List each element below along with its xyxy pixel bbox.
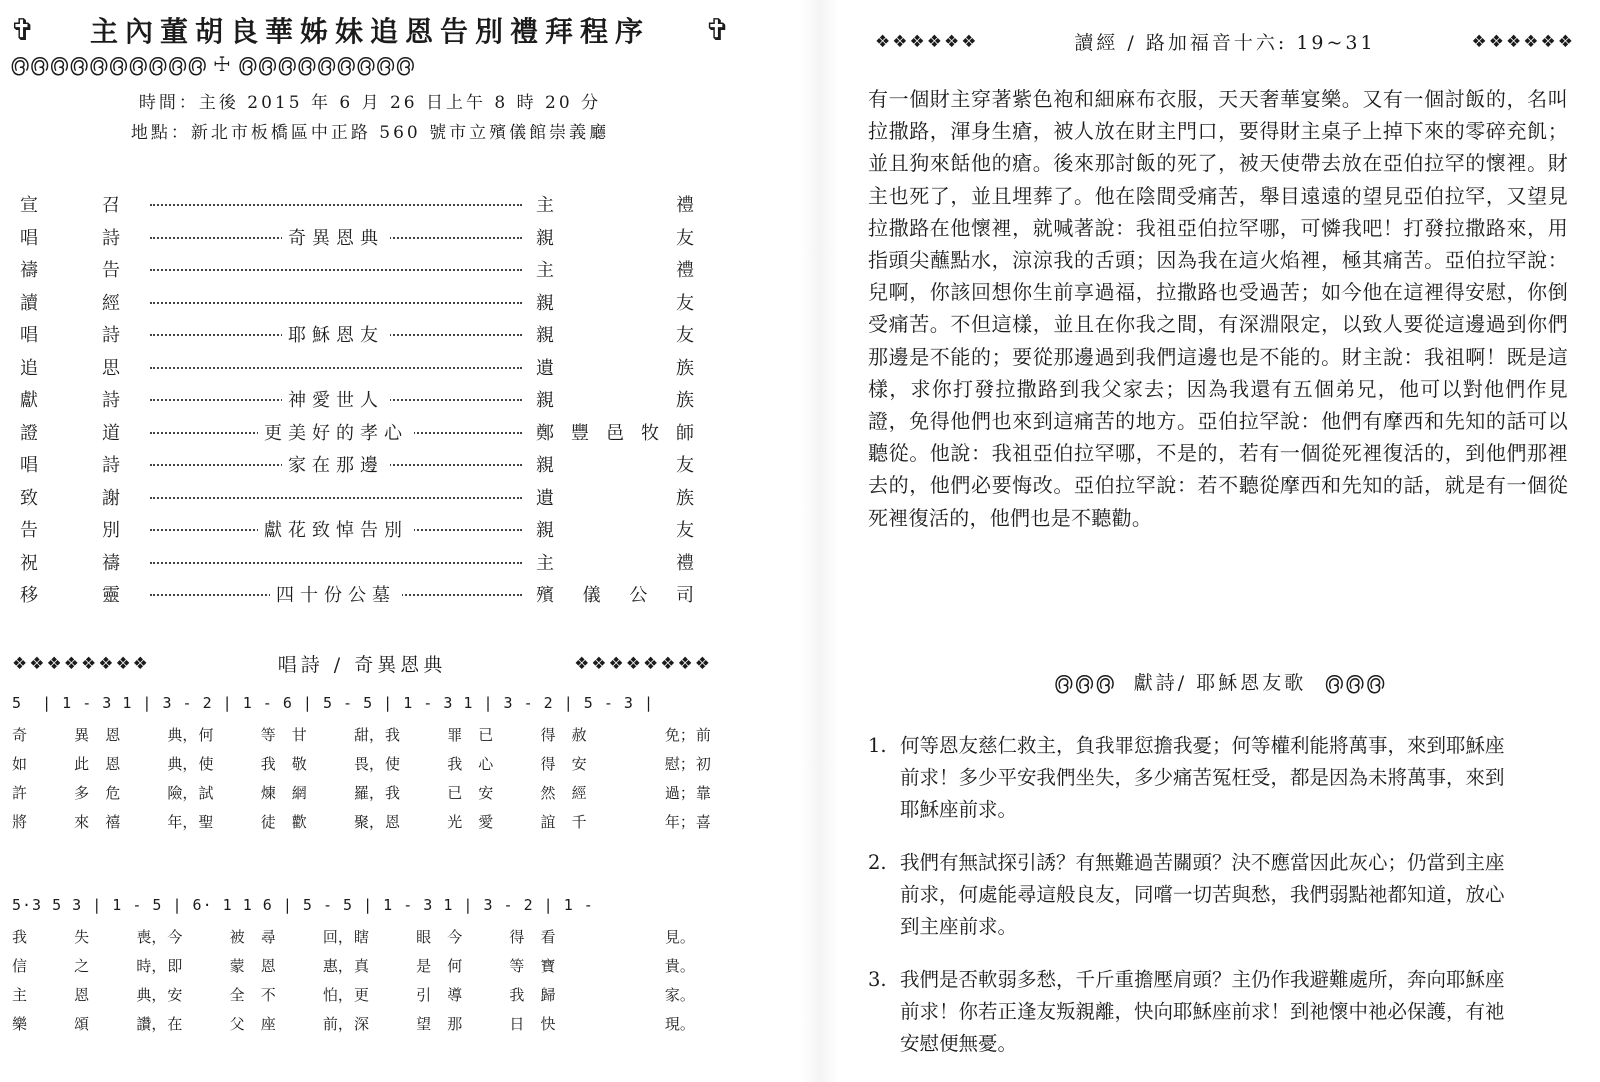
lyric-syllable: 父 — [229, 1015, 245, 1033]
program-leader-dots — [150, 357, 522, 377]
lyric-syllable: 徒 — [260, 813, 276, 831]
program-title: 耶穌恩友 — [282, 321, 390, 347]
lyric-syllable: 座 — [260, 1015, 276, 1033]
lyric-syllable: 我 — [447, 755, 463, 773]
lyric-syllable: 我 — [260, 755, 276, 773]
lyric-syllable: 今 — [167, 928, 183, 946]
lyric-syllable: 年， — [167, 813, 198, 831]
lyric-syllable: 全 — [229, 986, 245, 1004]
lyric-syllable: 畏， — [353, 755, 384, 773]
lyric-line — [12, 980, 727, 1009]
lyric-syllable: 眼 — [416, 928, 432, 946]
lyric-syllable: 恩 — [74, 986, 90, 1004]
lyric-syllable: 恩 — [105, 755, 121, 773]
lyric-syllable: 典， — [167, 726, 198, 744]
program-item-char: 祝 — [20, 552, 38, 574]
program-item — [20, 191, 150, 217]
diamond-ornament-icon: ❖❖❖❖❖❖ — [875, 31, 979, 52]
lyric-syllable: 深 — [353, 1015, 369, 1033]
program-leader-dots — [150, 194, 522, 214]
program-item — [20, 289, 150, 315]
lyric-syllable: 歸 — [540, 986, 556, 1004]
dotted-line — [150, 269, 522, 271]
diamond-ornament-icon: ❖❖❖❖❖❖ — [1471, 31, 1575, 52]
program-item-char: 追 — [20, 357, 38, 379]
lyric-syllable: 使 — [198, 755, 214, 773]
program-item-char: 讀 — [20, 292, 38, 314]
verse-text: 我們有無試探引誘？有無難過苦關頭？決不應當因此灰心；仍當到主座前求，何處能尋這般良友，同嚐一切苦與愁，我們弱點祂都知道，放心到主座前求。 — [900, 851, 1505, 938]
lyric-syllable: 此 — [74, 755, 90, 773]
lyric-syllable: 恩 — [385, 813, 401, 831]
title-row — [10, 10, 730, 50]
program-item — [20, 386, 150, 412]
program-item-char: 宣 — [20, 195, 38, 217]
dotted-line — [150, 367, 522, 369]
lyric-syllable: 喜 — [695, 813, 711, 831]
lyric-syllable: 恩 — [260, 957, 276, 975]
score-notes: 5 | 1 - 3 1 | 3 - 2 | 1 - 6 | 5 - 5 | 1 - 3 1 | 3 - 2 | 5 - 3 | — [12, 694, 654, 712]
lyric-syllable: 然 — [540, 784, 556, 802]
program-leader-dots — [150, 389, 522, 412]
program-item — [20, 321, 150, 347]
lyric-syllable: 過； — [664, 784, 695, 802]
program-title: 更美好的孝心 — [258, 419, 414, 445]
lyric-syllable: 引 — [416, 986, 432, 1004]
lyric-syllable: 年； — [664, 813, 695, 831]
hymn-heading-text: 唱詩 / 奇異恩典 — [277, 654, 447, 676]
lyric-syllable: 經 — [571, 784, 587, 802]
page-fold — [800, 0, 840, 1082]
song-verses — [868, 730, 1508, 1081]
lyric-syllable: 我 — [385, 784, 401, 802]
program-item-char: 獻 — [20, 390, 38, 412]
lyric-syllable: 得 — [509, 928, 525, 946]
page-title: 主內董胡良華姊妹追恩告別禮拜程序 — [89, 15, 650, 48]
program-person: 鄭豐邑牧師 — [536, 422, 696, 444]
program-person: 親 友 — [536, 520, 696, 542]
program-person: 主 禮 — [536, 260, 696, 282]
diamond-ornament-icon: ❖❖❖❖❖❖❖❖ — [12, 653, 150, 674]
program-item-char: 謝 — [102, 487, 120, 509]
program-item-char: 詩 — [102, 390, 120, 412]
lyric-syllable: 來 — [74, 813, 90, 831]
verse-number: 2. — [868, 851, 887, 874]
lyric-syllable: 等 — [260, 726, 276, 744]
lyric-syllable: 尋 — [260, 928, 276, 946]
verse-number: 1. — [868, 734, 887, 757]
program-leader-dots — [150, 454, 522, 477]
program-item — [20, 451, 150, 477]
program-item-char: 移 — [20, 585, 38, 607]
program-leader-dots — [150, 259, 522, 279]
lyric-syllable: 是 — [416, 957, 432, 975]
program-leader-dots — [150, 519, 522, 542]
lyric-syllable: 光 — [447, 813, 463, 831]
program-row — [20, 286, 720, 319]
lyric-syllable: 異 — [74, 726, 90, 744]
program-item-char: 召 — [102, 195, 120, 217]
lyric-syllable: 等 — [509, 957, 525, 975]
lyric-syllable: 甘 — [291, 726, 307, 744]
ornament-cross-icon: ☩ — [212, 52, 232, 76]
lyric-syllable: 那 — [447, 1015, 463, 1033]
lyric-syllable: 我 — [385, 726, 401, 744]
lyric-line — [12, 922, 727, 951]
verse-text: 何等恩友慈仁救主，負我罪愆擔我憂；何等權利能將萬事，來到耶穌座前求！多少平安我們坐失，多少痛苦冤枉受，都是因為未將萬事，來到耶穌座前求。 — [900, 734, 1505, 821]
program-row — [20, 481, 720, 514]
lyric-syllable: 敬 — [291, 755, 307, 773]
lyric-line — [12, 1009, 727, 1038]
left-page — [0, 0, 740, 1082]
lyric-syllable: 日 — [509, 1015, 525, 1033]
lyric-syllable: 得 — [540, 755, 556, 773]
program-item-char: 唱 — [20, 325, 38, 347]
lyric-syllable: 何 — [447, 957, 463, 975]
lyric-line — [12, 807, 727, 836]
dotted-line — [150, 562, 522, 564]
service-place: 地點：新北市板橋區中正路 560 號市立殯儀館崇義廳 — [130, 123, 610, 143]
program-row — [20, 513, 720, 546]
lyric-syllable: 不 — [260, 986, 276, 1004]
program-item-char: 禱 — [20, 260, 38, 282]
verse-text: 我們是否軟弱多愁，千斤重擔壓肩頭？主仍作我避難處所，奔向耶穌座前求！你若正逢友叛親離，快向耶穌座前求！到祂懷中祂必保護，有祂安慰便無憂。 — [900, 968, 1505, 1055]
program-title: 家在那邊 — [282, 451, 390, 477]
lyric-syllable: 赦 — [571, 726, 587, 744]
program-row — [20, 318, 720, 351]
lyric-syllable: 樂 — [12, 1015, 28, 1033]
program-leader-dots — [150, 324, 522, 347]
lyric-syllable: 心 — [478, 755, 494, 773]
program-row — [20, 448, 720, 481]
program-leader-dots — [150, 584, 522, 607]
lyric-syllable: 羅， — [353, 784, 384, 802]
lyric-syllable: 看 — [540, 928, 556, 946]
lyric-syllable: 靠 — [695, 784, 711, 802]
lyric-syllable: 瞎 — [353, 928, 369, 946]
lyric-syllable: 快 — [540, 1015, 556, 1033]
program-item — [20, 256, 150, 282]
program-item-char: 告 — [102, 260, 120, 282]
lyric-syllable: 即 — [167, 957, 183, 975]
program-item-char: 詩 — [102, 325, 120, 347]
lyric-line — [12, 720, 727, 749]
lyric-syllable: 被 — [229, 928, 245, 946]
lyric-syllable: 喪， — [136, 928, 167, 946]
lyric-syllable: 蒙 — [229, 957, 245, 975]
lyric-syllable: 安 — [571, 755, 587, 773]
reading-heading-text: 讀經 / 路加福音十六: 19~31 — [1074, 32, 1376, 54]
program-item-char: 別 — [102, 520, 120, 542]
program-item — [20, 419, 150, 445]
lyric-syllable: 罪 — [447, 726, 463, 744]
lyric-syllable: 誼 — [540, 813, 556, 831]
lyric-syllable: 之 — [74, 957, 90, 975]
program-item-char: 證 — [20, 422, 38, 444]
program-row — [20, 578, 720, 611]
lyric-syllable: 今 — [447, 928, 463, 946]
lyric-syllable: 我 — [509, 986, 525, 1004]
lyric-syllable: 怕， — [322, 986, 353, 1004]
lyric-syllable: 已 — [478, 726, 494, 744]
cross-icon: ✞ — [704, 12, 730, 48]
lyric-syllable: 網 — [291, 784, 307, 802]
score-block-1 — [12, 686, 727, 836]
program-item-char: 唱 — [20, 455, 38, 477]
program-row — [20, 221, 720, 254]
lyric-syllable: 許 — [12, 784, 28, 802]
program-person: 主 禮 — [536, 195, 696, 217]
dotted-line — [150, 204, 522, 206]
reading-heading — [875, 28, 1575, 55]
program-item-char: 詩 — [102, 227, 120, 249]
program-row — [20, 253, 720, 286]
lyric-syllable: 危 — [105, 784, 121, 802]
program-row — [20, 416, 720, 449]
lyric-syllable: 讚， — [136, 1015, 167, 1033]
lyric-syllable: 得 — [540, 726, 556, 744]
lyric-syllable: 安 — [167, 986, 183, 1004]
program-leader-dots — [150, 227, 522, 247]
score-notes: 5·3 5 3 | 1 - 5 | 6· 1 1 6 | 5 - 5 | 1 - 3 1 | 3 - 2 | 1 - — [12, 896, 594, 914]
lyric-syllable: 險， — [167, 784, 198, 802]
song-verse — [868, 847, 1508, 943]
lyric-syllable: 望 — [416, 1015, 432, 1033]
lyric-syllable: 已 — [447, 784, 463, 802]
program-item-char: 靈 — [102, 585, 120, 607]
program-leader-dots — [150, 487, 522, 507]
song-heading — [960, 668, 1480, 695]
lyric-syllable: 典， — [136, 986, 167, 1004]
program-item-char: 道 — [102, 422, 120, 444]
lyric-syllable: 惠， — [322, 957, 353, 975]
ornament-icon: ൫൫൫ — [1053, 669, 1116, 694]
hymn-heading — [12, 650, 712, 677]
program-item — [20, 224, 150, 250]
program-row — [20, 188, 720, 221]
lyrics-block — [12, 922, 727, 1038]
program-leader-dots — [150, 292, 522, 312]
lyric-syllable: 我 — [12, 928, 28, 946]
program-item-char: 思 — [102, 357, 120, 379]
lyric-syllable: 歡 — [291, 813, 307, 831]
lyric-syllable: 真 — [353, 957, 369, 975]
lyric-syllable: 甜， — [353, 726, 384, 744]
lyric-syllable: 在 — [167, 1015, 183, 1033]
program-person: 親 友 — [536, 292, 696, 314]
program-item-char: 經 — [102, 292, 120, 314]
lyric-syllable: 信 — [12, 957, 28, 975]
program-row — [20, 351, 720, 384]
lyric-syllable: 現。 — [664, 1015, 695, 1033]
lyric-syllable: 慰； — [664, 755, 695, 773]
program-item — [20, 549, 150, 575]
lyric-line — [12, 951, 727, 980]
program-item — [20, 516, 150, 542]
lyric-syllable: 聖 — [198, 813, 214, 831]
service-time: 時間：主後 2015 年 6 月 26 日上午 8 時 20 分 — [138, 93, 602, 113]
program-title: 神愛世人 — [282, 386, 390, 412]
program-leader-dots — [150, 552, 522, 572]
lyric-syllable: 奇 — [12, 726, 28, 744]
dotted-line — [150, 302, 522, 304]
lyric-syllable: 見。 — [664, 928, 695, 946]
program-person: 親 友 — [536, 325, 696, 347]
program-person: 親 族 — [536, 390, 696, 412]
dotted-line — [150, 497, 522, 499]
program-list — [20, 188, 720, 611]
ornament-right: ൫൫൫൫൫൫൫൫൫ — [237, 52, 415, 76]
lyric-syllable: 更 — [353, 986, 369, 1004]
lyric-syllable: 禧 — [105, 813, 121, 831]
lyric-line — [12, 749, 727, 778]
lyric-syllable: 使 — [385, 755, 401, 773]
lyric-syllable: 如 — [12, 755, 28, 773]
program-leader-dots — [150, 422, 522, 442]
lyric-line — [12, 778, 727, 807]
song-verse — [868, 964, 1508, 1060]
lyric-syllable: 家。 — [664, 986, 695, 1004]
lyric-syllable: 聚， — [353, 813, 384, 831]
program-row — [20, 546, 720, 579]
lyric-syllable: 前 — [695, 726, 711, 744]
score-block-2 — [12, 888, 727, 1038]
lyric-syllable: 多 — [74, 784, 90, 802]
lyric-syllable: 寶 — [540, 957, 556, 975]
program-title: 奇異恩典 — [282, 224, 390, 250]
program-person: 遺 族 — [536, 487, 696, 509]
program-item-char: 告 — [20, 520, 38, 542]
program-item-char: 致 — [20, 487, 38, 509]
lyric-syllable: 安 — [478, 784, 494, 802]
lyric-syllable: 頌 — [74, 1015, 90, 1033]
lyric-syllable: 失 — [74, 928, 90, 946]
lyrics-block — [12, 720, 727, 836]
program-person: 殯儀公司 — [536, 585, 696, 607]
diamond-ornament-icon: ❖❖❖❖❖❖❖❖ — [574, 653, 712, 674]
program-person: 親 友 — [536, 455, 696, 477]
program-person: 親 友 — [536, 227, 696, 249]
lyric-syllable: 導 — [447, 986, 463, 1004]
verse-number: 3. — [868, 968, 887, 991]
lyric-syllable: 恩 — [105, 726, 121, 744]
lyric-syllable: 將 — [12, 813, 28, 831]
ornament-icon: ൫൫൫ — [1324, 669, 1387, 694]
program-item — [20, 484, 150, 510]
lyric-syllable: 愛 — [478, 813, 494, 831]
cross-icon: ✞ — [10, 12, 36, 48]
song-heading-text: 獻詩/ 耶穌恩友歌 — [1133, 672, 1307, 694]
lyric-syllable: 時， — [136, 957, 167, 975]
program-person: 遺 族 — [536, 357, 696, 379]
lyric-syllable: 回， — [322, 928, 353, 946]
program-item — [20, 581, 150, 607]
lyric-syllable: 前， — [322, 1015, 353, 1033]
program-title: 獻花致悼告別 — [258, 516, 414, 542]
ornament-left: ൫൫൫൫൫൫൫൫൫൫ — [10, 52, 207, 76]
lyric-syllable: 貴。 — [664, 957, 695, 975]
scripture-reading: 有一個財主穿著紫色袍和細麻布衣服，天天奢華宴樂。又有一個討飯的，名叫拉撒路，渾身生瘡，被人放在財主門口，要得財主桌子上掉下來的零碎充飢；並且狗來餂他的瘡。後來那討飯的死了，被天使帶去放在亞伯拉罕的懷裡。財主也死了，並且埋葬了。他在陰間受痛苦，舉目遠遠的望見亞伯拉罕，又望見拉撒路在他懷裡，就喊著說：我祖亞伯拉罕哪，可憐我吧！打發拉撒路來，用指頭尖蘸點水，涼涼我的舌頭；因為我在這火焰裡，極其痛苦。亞伯拉罕說：兒啊，你該回想你生前享過福，拉撒路也受過苦；如今他在這裡得安慰，你倒受痛苦。不但這樣，並且在你我之間，有深淵限定，以致人要從這邊過到你們那邊是不能的；要從那邊過到我們這邊也是不能的。財主說：我祖啊！既是這樣，求你打發拉撒路到我父家去；因為我還有五個弟兄，他可以對他們作見證，免得他們也來到這痛苦的地方。亞伯拉罕說：他們有摩西和先知的話可以聽從。他說：我祖亞伯拉罕哪，不是的，若有一個從死裡復活的，到他們那裡去的，他們必要悔改。亞伯拉罕說：若不聽從摩西和先知的話，就是有一個從死裡復活的，他們也是不聽勸。 — [868, 87, 1568, 530]
lyric-syllable: 千 — [571, 813, 587, 831]
song-verse — [868, 730, 1508, 826]
lyric-syllable: 免； — [664, 726, 695, 744]
program-person: 主 禮 — [536, 552, 696, 574]
lyric-syllable: 典， — [167, 755, 198, 773]
program-title: 四十份公墓 — [270, 581, 402, 607]
program-item-char: 唱 — [20, 227, 38, 249]
lyric-syllable: 何 — [198, 726, 214, 744]
ornament-divider — [10, 52, 725, 80]
lyric-syllable: 煉 — [260, 784, 276, 802]
program-row — [20, 383, 720, 416]
program-item — [20, 354, 150, 380]
program-item-char: 詩 — [102, 455, 120, 477]
lyric-syllable: 主 — [12, 986, 28, 1004]
lyric-syllable: 初 — [695, 755, 711, 773]
lyric-syllable: 試 — [198, 784, 214, 802]
program-item-char: 禱 — [102, 552, 120, 574]
